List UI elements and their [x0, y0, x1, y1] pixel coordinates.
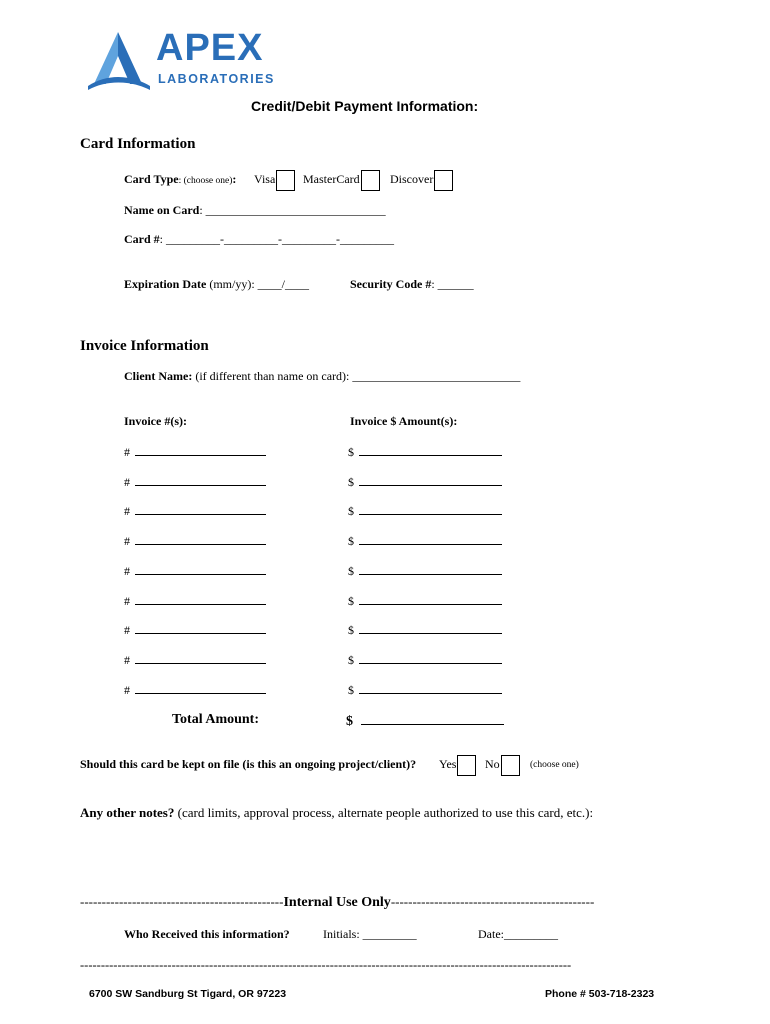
hash-sign: #	[124, 445, 130, 459]
hash-sign: #	[124, 593, 130, 608]
expiration-hint: (mm/yy):	[206, 277, 258, 291]
keep-on-file-question: Should this card be kept on file (is this an ongoing project/client)?	[80, 757, 417, 771]
security-code-row[interactable]	[350, 277, 474, 292]
footer-address: 6700 SW Sandburg St Tigard, OR 97223	[89, 988, 287, 1000]
invoice-amount-row[interactable]	[348, 502, 502, 519]
card-number-field[interactable]: : _________-_________-_________-_________	[159, 232, 394, 246]
invoice-amount-header: Invoice $ Amount(s):	[350, 414, 458, 428]
invoice-info-heading: Invoice Information	[80, 338, 209, 354]
invoice-number-field[interactable]	[135, 651, 266, 664]
invoice-amount-row[interactable]	[348, 532, 502, 549]
card-info-heading: Card Information	[80, 136, 196, 152]
invoice-number-field[interactable]	[135, 621, 266, 634]
initials-field[interactable]: Initials: _________	[323, 927, 417, 941]
hash-sign: #	[124, 563, 130, 578]
client-name-row[interactable]	[124, 369, 520, 384]
invoice-number-row[interactable]	[124, 621, 266, 638]
hash-sign: #	[124, 504, 130, 519]
keep-option-no[interactable]	[485, 750, 524, 778]
footer-phone: Phone # 503-718-2323	[545, 988, 655, 1000]
company-logo	[86, 28, 286, 92]
invoice-amount-field[interactable]	[359, 562, 502, 575]
notes-label: Any other notes?	[80, 805, 175, 820]
notes-row[interactable]	[80, 805, 593, 821]
card-number-label: Card #	[124, 232, 160, 246]
logo-subtitle: LABORATORIES	[158, 72, 275, 86]
yes-checkbox[interactable]	[457, 755, 476, 776]
dollar-sign: $	[348, 474, 354, 489]
card-option-discover[interactable]	[390, 164, 457, 194]
hash-sign: #	[124, 623, 130, 638]
total-amount-label: Total Amount:	[172, 712, 260, 727]
invoice-amount-field[interactable]	[359, 443, 502, 456]
invoice-number-field[interactable]	[135, 592, 266, 605]
card-option-mastercard[interactable]	[303, 164, 384, 194]
dollar-sign: $	[348, 682, 354, 697]
invoice-amount-field[interactable]	[359, 651, 502, 664]
dollar-sign: $	[348, 593, 354, 608]
keep-option-yes[interactable]	[439, 750, 480, 778]
card-type-label: Card Type	[124, 172, 179, 186]
invoice-amount-row[interactable]	[348, 473, 502, 490]
invoice-number-row[interactable]	[124, 592, 266, 609]
invoice-number-row[interactable]	[124, 532, 266, 549]
total-dollar-sign: $	[346, 714, 353, 729]
invoice-amount-field[interactable]	[359, 502, 502, 515]
invoice-number-field[interactable]	[135, 532, 266, 545]
invoice-number-row[interactable]	[124, 473, 266, 490]
invoice-number-row[interactable]	[124, 502, 266, 519]
card-option-visa[interactable]	[254, 164, 299, 194]
dollar-sign: $	[348, 534, 354, 549]
mastercard-label: MasterCard	[303, 172, 360, 186]
expiration-field[interactable]: ____/____	[257, 277, 310, 291]
internal-use-title: Internal Use Only	[283, 895, 391, 910]
invoice-number-row[interactable]	[124, 562, 266, 579]
dollar-sign: $	[348, 652, 354, 667]
no-checkbox[interactable]	[501, 755, 520, 776]
invoice-number-header: Invoice #(s):	[124, 414, 187, 428]
logo-name: APEX	[156, 27, 264, 69]
invoice-amount-field[interactable]	[359, 473, 502, 486]
card-type-colon: :	[232, 172, 237, 186]
internal-left-dashes: -----------------------------------------------	[80, 894, 284, 909]
card-type-row	[124, 164, 236, 196]
invoice-amount-row[interactable]	[348, 592, 502, 609]
invoice-amount-row[interactable]	[348, 651, 502, 668]
keep-on-file-row	[80, 750, 416, 778]
date-field[interactable]: Date:_________	[478, 927, 558, 941]
total-amount-field[interactable]	[361, 712, 504, 725]
no-label: No	[485, 757, 500, 771]
keep-on-file-hint: (choose one)	[530, 760, 579, 770]
invoice-amount-row[interactable]	[348, 621, 502, 638]
dollar-sign: $	[348, 445, 354, 459]
total-amount-row[interactable]	[346, 712, 504, 730]
dollar-sign: $	[348, 563, 354, 578]
client-name-label: Client Name:	[124, 369, 193, 383]
security-code-field[interactable]: : ______	[431, 277, 474, 291]
client-name-hint: (if different than name on card):	[192, 369, 353, 383]
client-name-field[interactable]: ____________________________	[352, 369, 521, 383]
card-number-row[interactable]	[124, 232, 394, 247]
invoice-number-row[interactable]	[124, 651, 266, 668]
expiration-row[interactable]	[124, 277, 309, 292]
hash-sign: #	[124, 652, 130, 667]
invoice-amount-field[interactable]	[359, 592, 502, 605]
invoice-amount-row[interactable]	[348, 681, 502, 698]
yes-label: Yes	[439, 757, 457, 771]
invoice-number-field[interactable]	[135, 443, 266, 456]
expiration-label: Expiration Date	[124, 277, 207, 291]
security-code-label: Security Code #	[350, 277, 432, 291]
mastercard-checkbox[interactable]	[361, 170, 380, 191]
discover-label: Discover	[390, 172, 434, 186]
card-type-hint: : (choose one)	[178, 176, 233, 186]
name-on-card-field[interactable]: : ______________________________	[199, 203, 386, 217]
invoice-amount-field[interactable]	[359, 621, 502, 634]
discover-checkbox[interactable]	[434, 170, 453, 191]
invoice-number-row[interactable]	[124, 681, 266, 698]
who-received-label: Who Received this information?	[124, 927, 290, 941]
invoice-amount-field[interactable]	[359, 681, 502, 694]
invoice-number-field[interactable]	[135, 473, 266, 486]
visa-checkbox[interactable]	[276, 170, 295, 191]
invoice-amount-field[interactable]	[359, 532, 502, 545]
invoice-number-field[interactable]	[135, 681, 266, 694]
visa-label: Visa	[254, 172, 276, 186]
hash-sign: #	[124, 534, 130, 549]
invoice-amount-row[interactable]	[348, 562, 502, 579]
invoice-number-row[interactable]	[124, 443, 266, 460]
invoice-number-field[interactable]	[135, 562, 266, 575]
dollar-sign: $	[348, 623, 354, 638]
notes-hint: (card limits, approval process, alternate people authorized to use this card, etc.):	[174, 805, 594, 820]
invoice-amount-row[interactable]	[348, 443, 502, 460]
hash-sign: #	[124, 682, 130, 697]
page-title: Credit/Debit Payment Information:	[251, 98, 479, 114]
bottom-divider: ----------------------------------------------------------------------------------------------------------------------	[80, 958, 572, 972]
internal-right-dashes: -----------------------------------------------	[390, 894, 595, 909]
dollar-sign: $	[348, 504, 354, 519]
name-on-card-row[interactable]	[124, 203, 386, 218]
hash-sign: #	[124, 474, 130, 489]
internal-use-divider	[80, 894, 594, 911]
invoice-number-field[interactable]	[135, 502, 266, 515]
name-on-card-label: Name on Card	[124, 203, 200, 217]
